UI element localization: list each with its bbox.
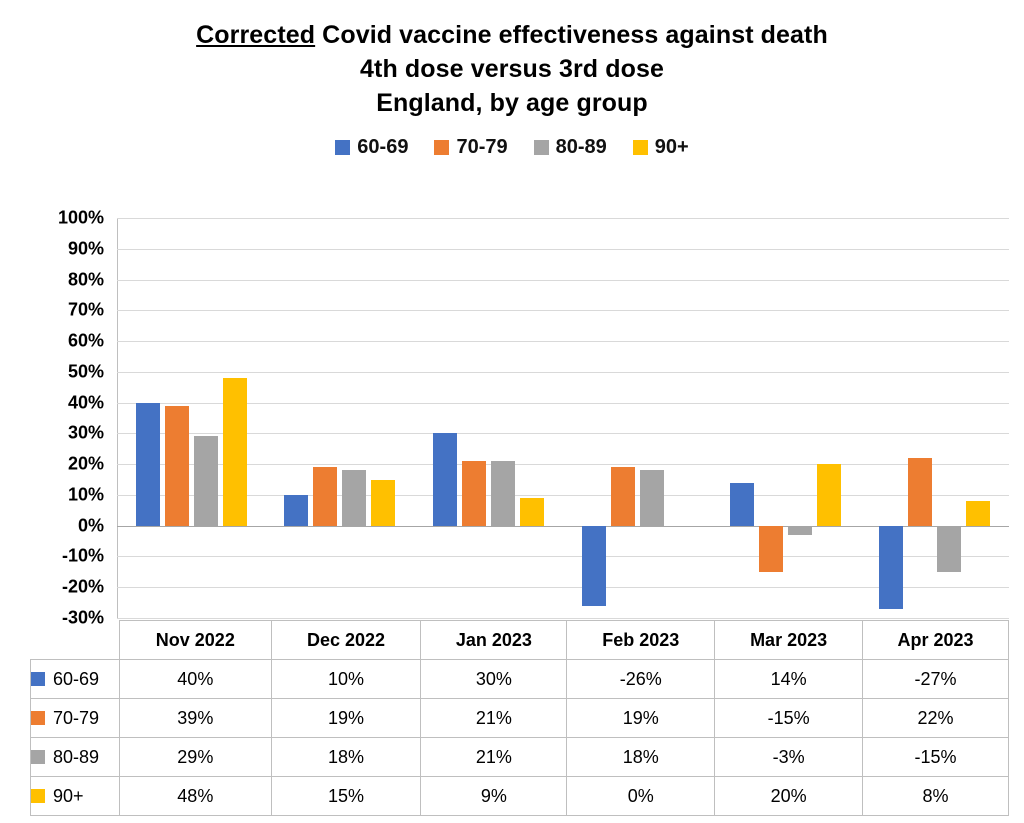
bar[interactable] [371,480,395,526]
y-axis-tick-label: 30% [67,422,104,443]
table-cell: 10% [271,660,421,699]
table-cell: -26% [567,660,715,699]
chart-title-line-2: 4th dose versus 3rd dose [360,55,664,83]
bar[interactable] [908,458,932,526]
bar[interactable] [491,461,515,526]
table-cell: 18% [271,738,421,777]
table-cell: -3% [715,738,863,777]
bar[interactable] [165,406,189,526]
bar[interactable] [462,461,486,526]
bar[interactable] [313,467,337,525]
legend-label: 80-89 [555,136,607,158]
table-row [31,777,1009,816]
bar[interactable] [433,433,457,525]
plot-region [0,207,1024,628]
bar[interactable] [640,470,664,525]
series-name: 90+ [53,785,84,806]
bar[interactable] [611,467,635,525]
table-cell: -27% [863,660,1009,699]
table-cell: 29% [120,738,272,777]
table-row [31,699,1009,738]
table-cell: 19% [271,699,421,738]
series-swatch-icon [31,711,45,725]
y-axis-tick-label: 80% [67,269,104,290]
table-cell: 14% [715,660,863,699]
table-header-row [31,621,1009,660]
bar-group [860,218,1009,618]
series-swatch-icon [31,750,45,764]
table-column-header: Dec 2022 [271,621,421,660]
plot-grid [117,218,1009,618]
legend-item[interactable] [335,136,408,159]
table-row-header [31,738,120,777]
y-axis-tick-label: 20% [67,453,104,474]
bar[interactable] [759,526,783,572]
table-row-header-content [31,747,119,768]
legend-swatch-icon [534,140,549,155]
bar[interactable] [879,526,903,609]
chart-title [0,0,1024,120]
table-row [31,738,1009,777]
table-row-header-content [31,669,119,690]
y-axis [30,207,110,628]
y-axis-tick-label: 50% [67,361,104,382]
bar[interactable] [520,498,544,526]
table-cell: 48% [120,777,272,816]
legend-swatch-icon [633,140,648,155]
legend-label: 60-69 [357,136,409,158]
table-column-header: Nov 2022 [120,621,272,660]
table-cell: 21% [421,699,567,738]
legend-swatch-icon [434,140,449,155]
bar[interactable] [342,470,366,525]
table-cell: 9% [421,777,567,816]
y-axis-tick-label: 10% [67,484,104,505]
bar-group [712,218,861,618]
table-cell: 30% [421,660,567,699]
y-axis-tick-label: -20% [61,576,104,597]
bar[interactable] [194,436,218,525]
table-row-header-content [31,786,119,807]
legend-swatch-icon [335,140,350,155]
bar-group [266,218,415,618]
grid-line [117,618,1009,619]
table-cell: 40% [120,660,272,699]
table-corner-cell [31,621,120,660]
table-column-header: Jan 2023 [421,621,567,660]
series-name: 60-69 [53,668,100,689]
series-swatch-icon [31,672,45,686]
table-column-header: Mar 2023 [715,621,863,660]
bar[interactable] [223,378,247,526]
table-cell: 15% [271,777,421,816]
y-axis-tick-label: 70% [67,299,104,320]
y-axis-tick-label: 90% [67,238,104,259]
table-row-header [31,660,120,699]
bar-group [563,218,712,618]
y-axis-tick-label: -30% [61,607,104,628]
y-axis-tick-label: -10% [61,545,104,566]
table-cell: -15% [863,738,1009,777]
y-axis-tick-label: 60% [67,330,104,351]
y-axis-tick-label: 40% [67,392,104,413]
chart-title-line-1 [0,18,1024,52]
bar[interactable] [136,403,160,526]
table-cell: -15% [715,699,863,738]
bar[interactable] [817,464,841,526]
chart-title-rest: Covid vaccine effectiveness against death [315,21,828,49]
bar[interactable] [966,501,990,526]
table-cell: 21% [421,738,567,777]
table-cell: 20% [715,777,863,816]
bar[interactable] [284,495,308,526]
table-row-header [31,699,120,738]
bar-group [414,218,563,618]
y-axis-tick-label: 0% [77,515,104,536]
table-cell: 22% [863,699,1009,738]
legend-item[interactable] [534,136,607,159]
table-row [31,660,1009,699]
bar-group [117,218,266,618]
bar[interactable] [582,526,606,606]
chart-legend [0,136,1024,159]
table-row-header [31,777,120,816]
chart-title-line-3: England, by age group [376,89,648,117]
table-cell: 0% [567,777,715,816]
legend-label: 90+ [654,136,689,158]
table-cell: 18% [567,738,715,777]
y-axis-tick-label: 100% [57,207,104,228]
table-cell: 39% [120,699,272,738]
table-column-header: Apr 2023 [863,621,1009,660]
bar[interactable] [788,526,812,535]
table-cell: 8% [863,777,1009,816]
series-name: 70-79 [53,707,100,728]
data-table [30,620,1009,816]
table-cell: 19% [567,699,715,738]
bar[interactable] [730,483,754,526]
legend-item[interactable] [434,136,507,159]
legend-item[interactable] [633,136,689,159]
series-name: 80-89 [53,746,100,767]
table-row-header-content [31,708,119,729]
bar[interactable] [937,526,961,572]
chart-title-emphasis: Corrected [196,21,316,49]
table-column-header: Feb 2023 [567,621,715,660]
legend-label: 70-79 [456,136,508,158]
series-swatch-icon [31,789,45,803]
